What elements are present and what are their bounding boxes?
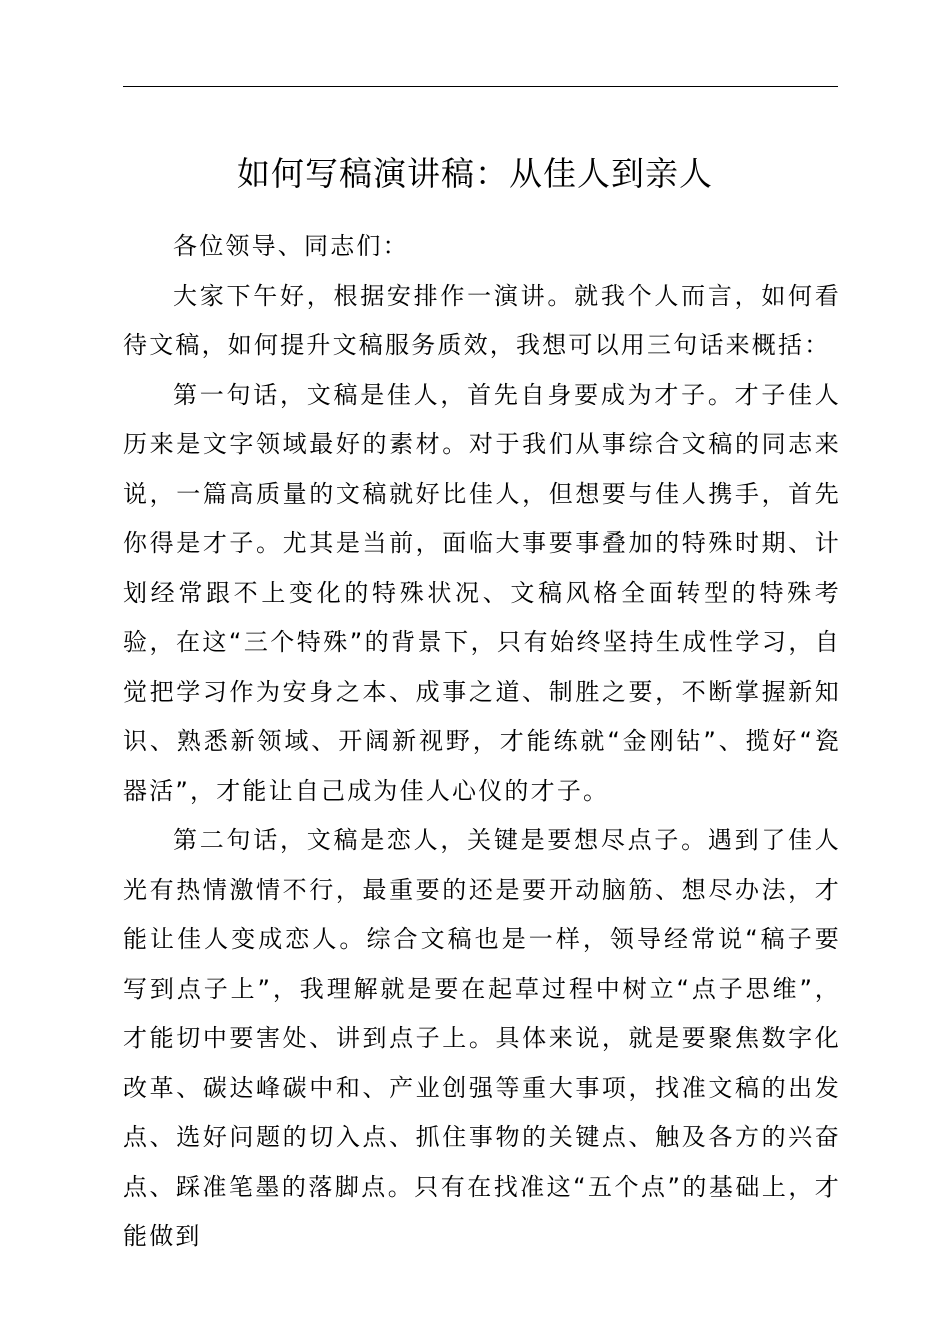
page-title: 如何写稿演讲稿：从佳人到亲人	[237, 154, 713, 193]
paragraph-second-point: 第二句话，文稿是恋人，关键是要想尽点子。遇到了佳人光有热情激情不行，最重要的还是要开动脑筋、想尽办法，才能让佳人变成恋人。综合文稿也是一样，领导经常说“稿子要写到点子上”，我理解就是要在起草过程中树立“点子思维”，才能切中要害处、讲到点子上。具体来说，就是要聚焦数字化改革、碳达峰碳中和、产业创强等重大事项，找准文稿的出发点、选好问题的切入点、抓住事物的关键点、触及各方的兴奋点、踩准笔墨的落脚点。只有在找准这“五个点”的基础上，才能做到	[123, 826, 841, 1250]
paragraph-first-point: 第一句话，文稿是佳人，首先自身要成为才子。才子佳人历来是文字领域最好的素材。对于我们从事综合文稿的同志来说，一篇高质量的文稿就好比佳人，但想要与佳人携手，首先你得是才子。尤其是当前，面临大事要事叠加的特殊时期、计划经常跟不上变化的特殊状况、文稿风格全面转型的特殊考验，在这“三个特殊”的背景下，只有始终坚持生成性学习，自觉把学习作为安身之本、成事之道、制胜之要，不断掌握新知识、熟悉新领域、开阔新视野，才能练就“金刚钻”、揽好“瓷器活”，才能让自己成为佳人心仪的才子。	[123, 380, 841, 805]
salutation: 各位领导、同志们：	[173, 232, 409, 260]
paragraph-opening: 大家下午好，根据安排作一演讲。就我个人而言，如何看待文稿，如何提升文稿服务质效，我想可以用三句话来概括：	[123, 281, 841, 359]
header-rule	[123, 86, 838, 87]
document-body	[123, 222, 841, 1262]
